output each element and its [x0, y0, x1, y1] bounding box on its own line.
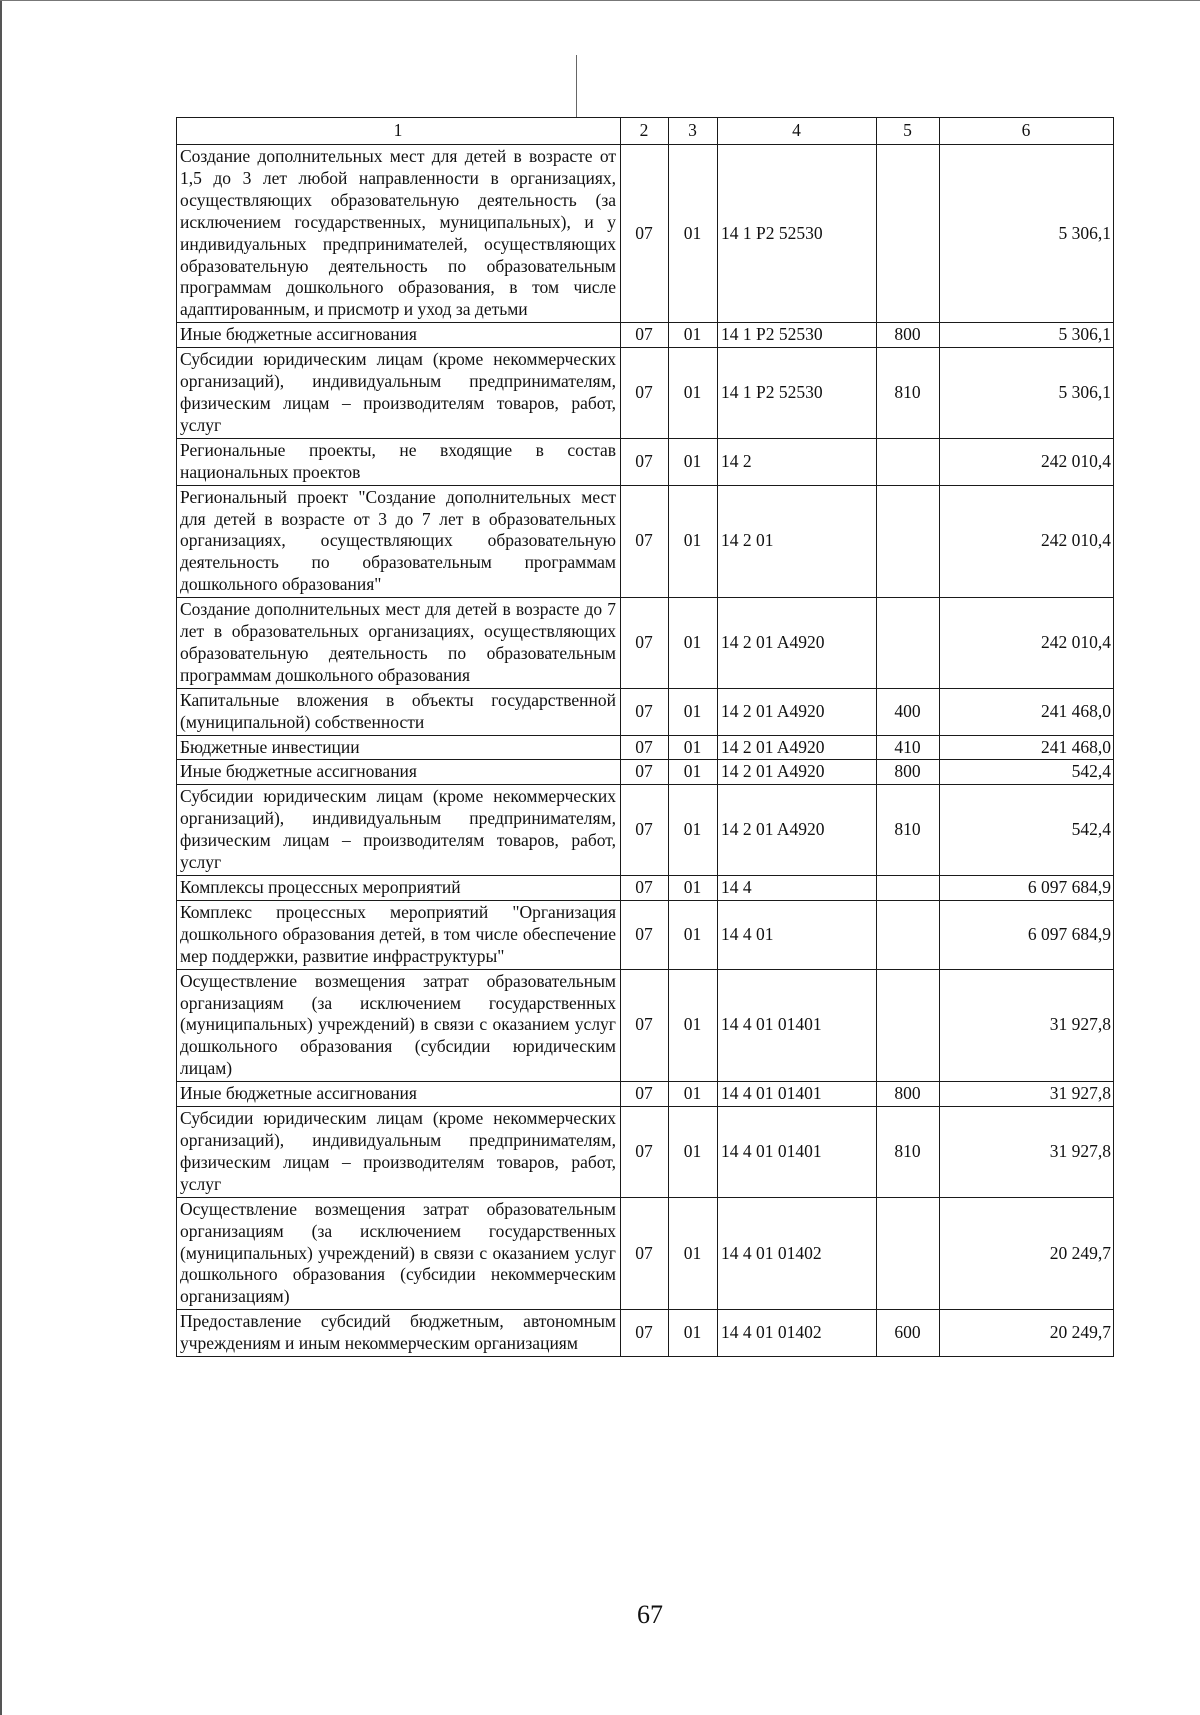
row-description: Субсидии юридическим лицам (кроме некоммерческих организаций), индивидуальным предпринимателям, физическим лицам – производителям товаров, работ, услуг	[177, 785, 621, 876]
row-target-article: 14 2 01 A4920	[718, 735, 877, 760]
table-row	[177, 785, 1114, 876]
row-target-article: 14 1 P2 52530	[718, 323, 877, 348]
row-section-code: 07	[621, 348, 669, 439]
row-subsection-code: 01	[669, 1197, 718, 1310]
row-amount: 241 468,0	[940, 688, 1114, 735]
row-expense-type	[877, 438, 940, 485]
row-amount: 242 010,4	[940, 438, 1114, 485]
row-target-article: 14 2 01 A4920	[718, 598, 877, 689]
table-row	[177, 900, 1114, 969]
row-subsection-code: 01	[669, 785, 718, 876]
row-expense-type	[877, 876, 940, 901]
fold-mark	[576, 55, 577, 117]
row-section-code: 07	[621, 760, 669, 785]
row-amount: 5 306,1	[940, 323, 1114, 348]
row-expense-type: 600	[877, 1310, 940, 1357]
row-amount: 242 010,4	[940, 485, 1114, 598]
row-amount: 6 097 684,9	[940, 876, 1114, 901]
row-expense-type	[877, 598, 940, 689]
row-description: Субсидии юридическим лицам (кроме некоммерческих организаций), индивидуальным предпринимателям, физическим лицам – производителям товаров, работ, услуг	[177, 348, 621, 439]
row-subsection-code: 01	[669, 1082, 718, 1107]
row-amount: 31 927,8	[940, 1107, 1114, 1198]
page-edge-left	[0, 0, 2, 1715]
row-target-article: 14 4 01 01402	[718, 1310, 877, 1357]
row-subsection-code: 01	[669, 735, 718, 760]
table-row	[177, 1107, 1114, 1198]
row-section-code: 07	[621, 598, 669, 689]
row-target-article: 14 2 01 A4920	[718, 688, 877, 735]
row-amount: 5 306,1	[940, 145, 1114, 323]
row-amount: 542,4	[940, 785, 1114, 876]
row-target-article: 14 2 01 A4920	[718, 760, 877, 785]
row-target-article: 14 4 01 01401	[718, 1082, 877, 1107]
row-expense-type: 410	[877, 735, 940, 760]
row-expense-type: 800	[877, 323, 940, 348]
row-target-article: 14 4 01 01401	[718, 1107, 877, 1198]
table-row	[177, 438, 1114, 485]
table-row	[177, 876, 1114, 901]
row-subsection-code: 01	[669, 760, 718, 785]
row-target-article: 14 4 01 01401	[718, 969, 877, 1082]
table-row	[177, 1082, 1114, 1107]
column-header-6: 6	[940, 118, 1114, 145]
row-amount: 242 010,4	[940, 598, 1114, 689]
column-header-1: 1	[177, 118, 621, 145]
row-target-article: 14 1 P2 52530	[718, 145, 877, 323]
row-subsection-code: 01	[669, 438, 718, 485]
row-section-code: 07	[621, 145, 669, 323]
row-description: Региональный проект "Создание дополнительных мест для детей в возрасте от 3 до 7 лет в образовательных организациях, осуществляющих образовательную деятельность по образовательным программам дошкольного образования"	[177, 485, 621, 598]
row-section-code: 07	[621, 1107, 669, 1198]
row-description: Иные бюджетные ассигнования	[177, 1082, 621, 1107]
row-target-article: 14 1 P2 52530	[718, 348, 877, 439]
row-subsection-code: 01	[669, 323, 718, 348]
row-expense-type	[877, 485, 940, 598]
table-row	[177, 969, 1114, 1082]
row-section-code: 07	[621, 438, 669, 485]
row-expense-type: 400	[877, 688, 940, 735]
row-target-article: 14 4 01	[718, 900, 877, 969]
table-row	[177, 735, 1114, 760]
row-amount: 20 249,7	[940, 1310, 1114, 1357]
row-expense-type	[877, 900, 940, 969]
row-section-code: 07	[621, 969, 669, 1082]
row-description: Создание дополнительных мест для детей в возрасте от 1,5 до 3 лет любой направленности в организациях, осуществляющих образовательную деятельность (за исключением государственных, муниципальных), и у индивидуальных предпринимателей, осуществляющих образовательную деятельность по образовательным программам дошкольного образования, в том числе адаптированным, и присмотр и уход за детьми	[177, 145, 621, 323]
row-expense-type: 800	[877, 1082, 940, 1107]
column-header-4: 4	[718, 118, 877, 145]
row-target-article: 14 2	[718, 438, 877, 485]
row-amount: 5 306,1	[940, 348, 1114, 439]
row-amount: 20 249,7	[940, 1197, 1114, 1310]
row-amount: 241 468,0	[940, 735, 1114, 760]
row-description: Региональные проекты, не входящие в состав национальных проектов	[177, 438, 621, 485]
row-expense-type	[877, 1197, 940, 1310]
column-header-3: 3	[669, 118, 718, 145]
row-section-code: 07	[621, 785, 669, 876]
row-subsection-code: 01	[669, 900, 718, 969]
row-subsection-code: 01	[669, 348, 718, 439]
column-header-2: 2	[621, 118, 669, 145]
row-amount: 6 097 684,9	[940, 900, 1114, 969]
row-section-code: 07	[621, 485, 669, 598]
row-subsection-code: 01	[669, 485, 718, 598]
page-edge-top	[0, 0, 1200, 1]
row-description: Иные бюджетные ассигнования	[177, 760, 621, 785]
table-row	[177, 1197, 1114, 1310]
row-section-code: 07	[621, 1310, 669, 1357]
row-subsection-code: 01	[669, 969, 718, 1082]
row-description: Осуществление возмещения затрат образовательным организациям (за исключением государственных (муниципальных) учреждений) в связи с оказанием услуг дошкольного образования (субсидии юридическим лицам)	[177, 969, 621, 1082]
table-row	[177, 323, 1114, 348]
row-subsection-code: 01	[669, 1107, 718, 1198]
table-row	[177, 348, 1114, 439]
table-row	[177, 145, 1114, 323]
row-expense-type: 810	[877, 348, 940, 439]
row-section-code: 07	[621, 688, 669, 735]
row-section-code: 07	[621, 1082, 669, 1107]
row-amount: 542,4	[940, 760, 1114, 785]
row-subsection-code: 01	[669, 1310, 718, 1357]
row-expense-type: 810	[877, 785, 940, 876]
page-number: 67	[637, 1600, 663, 1629]
row-amount: 31 927,8	[940, 1082, 1114, 1107]
row-section-code: 07	[621, 735, 669, 760]
row-target-article: 14 4	[718, 876, 877, 901]
row-description: Бюджетные инвестиции	[177, 735, 621, 760]
row-subsection-code: 01	[669, 598, 718, 689]
table-row	[177, 688, 1114, 735]
row-subsection-code: 01	[669, 876, 718, 901]
table-header-row	[177, 118, 1114, 145]
row-description: Субсидии юридическим лицам (кроме некоммерческих организаций), индивидуальным предпринимателям, физическим лицам – производителям товаров, работ, услуг	[177, 1107, 621, 1198]
row-description: Комплексы процессных мероприятий	[177, 876, 621, 901]
budget-table	[176, 117, 1114, 1357]
row-description: Предоставление субсидий бюджетным, автономным учреждениям и иным некоммерческим организациям	[177, 1310, 621, 1357]
row-target-article: 14 2 01 A4920	[718, 785, 877, 876]
row-section-code: 07	[621, 876, 669, 901]
row-amount: 31 927,8	[940, 969, 1114, 1082]
row-expense-type: 800	[877, 760, 940, 785]
row-description: Иные бюджетные ассигнования	[177, 323, 621, 348]
row-subsection-code: 01	[669, 688, 718, 735]
row-section-code: 07	[621, 1197, 669, 1310]
row-subsection-code: 01	[669, 145, 718, 323]
column-header-5: 5	[877, 118, 940, 145]
row-target-article: 14 4 01 01402	[718, 1197, 877, 1310]
row-section-code: 07	[621, 900, 669, 969]
table-row	[177, 485, 1114, 598]
row-expense-type	[877, 969, 940, 1082]
row-description: Осуществление возмещения затрат образовательным организациям (за исключением государственных (муниципальных) учреждений) в связи с оказанием услуг дошкольного образования (субсидии некоммерческим организациям)	[177, 1197, 621, 1310]
row-description: Создание дополнительных мест для детей в возрасте до 7 лет в образовательных организациях, осуществляющих образовательную деятельность по образовательным программам дошкольного образования	[177, 598, 621, 689]
table-row	[177, 1310, 1114, 1357]
table-row	[177, 760, 1114, 785]
row-section-code: 07	[621, 323, 669, 348]
row-description: Комплекс процессных мероприятий "Организация дошкольного образования детей, в том числе обеспечение мер поддержки, развитие инфраструктуры"	[177, 900, 621, 969]
row-expense-type: 810	[877, 1107, 940, 1198]
row-target-article: 14 2 01	[718, 485, 877, 598]
row-expense-type	[877, 145, 940, 323]
row-description: Капитальные вложения в объекты государственной (муниципальной) собственности	[177, 688, 621, 735]
table-row	[177, 598, 1114, 689]
